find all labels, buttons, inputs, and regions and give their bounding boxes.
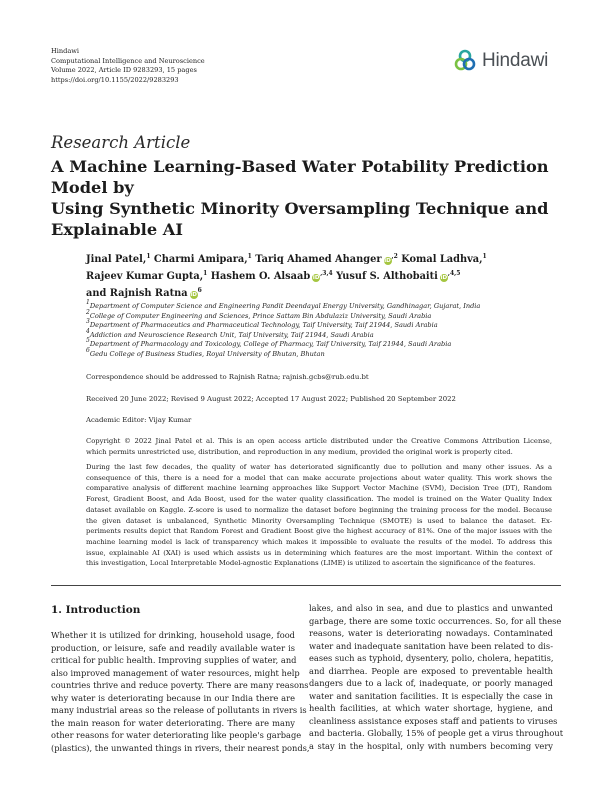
introduction-right-column	[309, 602, 564, 752]
affiliation-text: Department of Computer Science and Engineering Pandit Deendayal Energy University, Gandhinagar, Gujarat, India	[89, 302, 481, 310]
abstract-line: dataset available on Kaggle. Z-score is used to normalize the dataset before beginning the training process for the model. Because	[86, 505, 552, 514]
body-line: and diarrhea. People are exposed to preventable health	[309, 665, 553, 676]
title-line: A Machine Learning-Based Water Potability Prediction Model by	[51, 157, 549, 197]
body-line: why water is deteriorating because in our India there are	[51, 692, 295, 703]
body-line: water and inadequate sanitation have been related to dis-	[309, 640, 553, 651]
body-line: reasons, water is deteriorating nowadays. Contaminated	[309, 628, 553, 638]
logo-text: Hindawi	[482, 50, 549, 71]
author-name: Tariq Ahamed Ahanger	[255, 254, 382, 265]
author-affiliation-ref: 1	[203, 270, 208, 277]
body-line: production, or leisure, safe and readily available water is	[51, 642, 295, 653]
correspondence: Correspondence should be addressed to Rajnish Ratna; rajnish.gcbs@rub.edu.bt	[86, 373, 369, 381]
author-name: Komal Ladhva,	[401, 254, 483, 265]
author-name: and Rajnish Ratna	[86, 288, 188, 299]
copyright-notice	[86, 436, 552, 457]
affiliation-item	[86, 346, 556, 360]
hindawi-logo[interactable]	[453, 49, 548, 73]
body-line: health facilities, at which water shortage, hygiene, and	[309, 703, 553, 713]
body-line: the main reason for water deteriorating. There are many	[51, 717, 295, 728]
body-line: critical for public health. Improving supplies of water, and	[51, 655, 297, 665]
affiliation-text: Addiction and Neuroscience Research Unit, Taif University, Taif 21944, Saudi Arabia	[89, 330, 374, 339]
doi-link[interactable]: https://doi.org/10.1155/2022/9283293	[51, 75, 179, 84]
affiliation-text: Department of Pharmacology and Toxicology, College of Pharmacy, Taif University, Taif 21944, Saudi Arabia	[89, 340, 452, 349]
abstract-line: Forest, Gradient Boost, and Ada Boost, used for the water quality classification. The model is trained on the Water Quality Index	[86, 495, 552, 504]
introduction-left-column	[51, 629, 310, 754]
journal-info	[51, 47, 205, 85]
journal-name: Computational Intelligence and Neuroscience	[51, 56, 205, 65]
abstract-line: issue, explainable AI (XAI) is used which assists us in determining which features are the most important. Within the context of	[86, 548, 552, 557]
abstract-line: consequence of this, there is a need for a model that can make accurate projections about water quality. This work shows the	[86, 473, 552, 482]
abstract-line: comparative analysis of different machine learning approaches like Support Vector Machine (SVM), Decision Tree (DT), Random	[86, 484, 552, 493]
body-line: Whether it is utilized for drinking, household usage, food	[51, 630, 295, 640]
body-line: many industrial areas so the release of pollutants in rivers is	[51, 705, 307, 715]
paper-title	[51, 156, 561, 240]
body-line: a stay in the hospital, only with numbers becoming very	[309, 740, 553, 751]
affiliation-number: 4	[86, 327, 90, 335]
body-line: (plastics), the unwanted things in rivers, their nearest ponds,	[51, 742, 310, 753]
abstract-line: this investigation, Local Interpretable Model-agnostic Explanations (LIME) is utilized to ascertain the significance of the features.	[86, 559, 536, 568]
author-name: Rajeev Kumar Gupta,	[86, 271, 204, 282]
affiliation-list	[86, 299, 556, 360]
body-line: lakes, and also in sea, and due to plastics and unwanted	[309, 603, 553, 613]
author-name: Charmi Amipara,	[153, 254, 248, 265]
affiliation-item	[86, 299, 556, 312]
affiliation-text: Department of Pharmaceutics and Pharmaceutical Technology, Taif University, Taif 21944, Saudi Arabia	[89, 321, 438, 330]
academic-editor: Academic Editor: Vijay Kumar	[86, 416, 192, 424]
author-affiliation-ref: 1	[146, 253, 151, 260]
author-affiliation-ref: ,3,4	[320, 270, 333, 277]
affiliation-item	[86, 308, 556, 322]
abstract	[86, 462, 552, 569]
body-line: cleanliness assistance exposes staff and patients to viruses	[309, 715, 558, 726]
abstract-line: periments results depict that Random Forest and Gradient Boost give the highest accuracy of 81%. One of the major issues with the	[86, 527, 552, 536]
abstract-line: the given dataset is unbalanced, Synthetic Minority Oversampling Technique (SMOTE) is used to balance the dataset. Ex-	[86, 516, 552, 525]
body-line: garbage, there are some toxic occurrences. So, for all these	[309, 615, 562, 626]
affiliation-number: 3	[86, 318, 90, 326]
hindawi-logo-icon	[453, 49, 477, 73]
affiliation-item	[86, 337, 556, 350]
author-line	[86, 268, 546, 285]
body-line: other reasons for water deteriorating like people's garbage	[51, 730, 302, 740]
copyright-line: which permits unrestricted use, distribution, and reproduction in any medium, provided the original work is properly cited.	[86, 447, 513, 456]
abstract-line: machine learning model is lack of transparency which makes it impossible to evaluate the results of the model. To address this	[86, 537, 552, 546]
copyright-line: Copyright © 2022 Jinal Patel et al. This is an open access article distributed under the Creative Commons Attribution License,	[86, 437, 552, 445]
affiliation-item	[86, 318, 556, 331]
introduction-heading: 1. Introduction	[51, 604, 141, 616]
orcid-icon[interactable]: iD	[312, 275, 320, 281]
affiliation-number: 1	[86, 299, 90, 306]
author-line	[86, 251, 546, 268]
abstract-line: During the last few decades, the quality of water has deteriorated significantly due to pollution and many other issues. As a	[86, 463, 552, 471]
title-line: Using Synthetic Minority Oversampling Technique and	[51, 199, 549, 218]
article-type: Research Article	[51, 133, 191, 152]
affiliation-text: Gedu College of Business Studies, Royal University of Bhutan, Bhutan	[89, 349, 325, 358]
orcid-icon[interactable]: iD	[440, 275, 448, 281]
author-affiliation-ref: 6	[197, 287, 202, 294]
author-line	[86, 285, 546, 302]
orcid-icon[interactable]: iD	[190, 292, 197, 298]
title-line: Explainable AI	[51, 220, 183, 239]
volume-info: Volume 2022, Article ID 9283293, 15 pages	[51, 66, 197, 75]
affiliation-number: 6	[86, 346, 90, 354]
body-line: water and sanitation facilities. It is especially the case in	[309, 690, 553, 701]
orcid-icon[interactable]: iD	[384, 258, 391, 264]
publisher-name: Hindawi	[51, 47, 80, 55]
author-name: Jinal Patel,	[86, 254, 147, 265]
body-line: eases such as typhoid, dysentery, polio, cholera, hepatitis,	[309, 653, 554, 663]
author-name: Yusuf S. Althobaiti	[336, 271, 438, 282]
section-divider	[51, 585, 561, 586]
body-line: dangers due to a lack of, inadequate, or poorly managed	[309, 678, 553, 688]
affiliation-item	[86, 327, 556, 341]
body-line: countries thrive and reduce poverty. There are many reasons	[51, 680, 309, 690]
author-affiliation-ref: ,2	[391, 253, 398, 260]
affiliation-number: 5	[86, 337, 90, 345]
body-line: and bacteria. Globally, 15% of people get a virus throughout	[309, 728, 564, 738]
publication-dates: Received 20 June 2022; Revised 9 August 2022; Accepted 17 August 2022; Published 20 September 2022	[86, 395, 456, 403]
author-list	[86, 251, 546, 302]
author-affiliation-ref: 1	[247, 253, 252, 260]
author-name: Hashem O. Alsaab	[210, 271, 311, 282]
affiliation-text: College of Computer Engineering and Sciences, Prince Sattam Bin Abdulaziz University, Saudi Arabia	[89, 311, 432, 320]
affiliation-number: 2	[86, 308, 90, 316]
author-affiliation-ref: 1	[482, 253, 487, 260]
author-affiliation-ref: ,4,5	[447, 270, 461, 277]
body-line: also improved management of water resources, might help	[51, 667, 300, 678]
